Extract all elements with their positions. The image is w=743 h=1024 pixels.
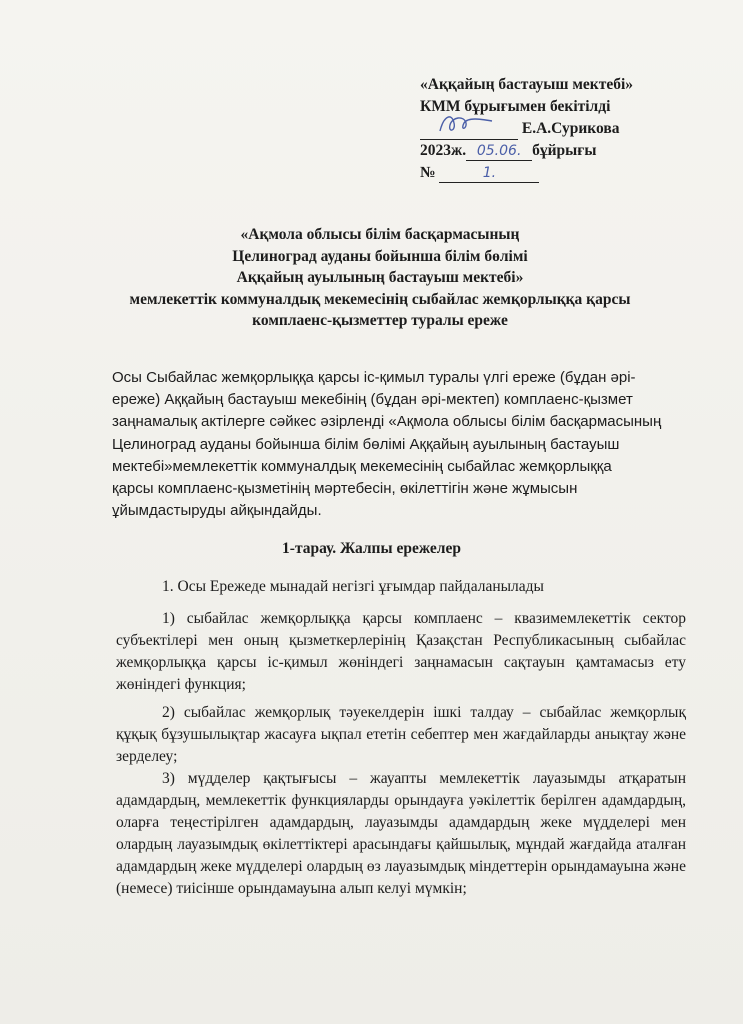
- intro-line: қарсы комплаенс-қызметінің мәртебесін, өкілеттігін және жұмысын: [112, 480, 578, 498]
- intro-line: Целиноград ауданы бойынша білім бөлімі Аққайың ауылының бастауыш: [112, 435, 620, 453]
- title-line-5: комплаенс-қызметтер туралы ереже: [252, 312, 508, 329]
- approval-number-line: [420, 162, 720, 184]
- section-body: [116, 576, 686, 906]
- signature-scribble: [434, 111, 504, 137]
- definition-1: 1) сыбайлас жемқорлыққа қарсы комплаенс – квазимемлекеттік сектор субъектілері мен оның қызметкерлерінің Қазақстан Республикасының сыбайлас жемқорлыққа қарсы іс-қимыл жөніндегі заңнамасын сақтауын қамтамасыз ету жөніндегі функция;: [116, 610, 686, 693]
- approval-school: «Аққайың бастауыш мектебі»: [420, 76, 634, 93]
- definition-2: 2) сыбайлас жемқорлық тәуекелдерін ішкі талдау – сыбайлас жемқорлық құқық бұзушылықтар жасауға ықпал ететін себептер мен жағдайларды анықтау және зерделеу;: [116, 704, 686, 765]
- approval-date-line: [420, 140, 720, 162]
- title-line-1: «Ақмола облысы білім басқармасының: [240, 226, 520, 243]
- intro-paragraph: [112, 367, 672, 522]
- intro-line: ұйымдастыруды айқындайды.: [112, 502, 322, 520]
- intro-line: заңнамалық актілерге сәйкес әзірленді «Ақмола облысы білім басқармасының: [112, 413, 662, 431]
- title-line-4: мемлекеттік коммуналдық мекемесінің сыбайлас жемқорлыққа қарсы: [129, 290, 631, 308]
- section-heading: 1-тарау. Жалпы ережелер: [282, 540, 461, 557]
- title-line-2: Целиноград ауданы бойынша білім бөлімі: [232, 247, 528, 265]
- document-title: [80, 224, 680, 332]
- approval-block: [420, 74, 720, 184]
- approval-date: 05.06.: [466, 142, 532, 161]
- intro-line: мектебі»мемлекеттік коммуналдық мекемесінің сыбайлас жемқорлыққа: [112, 457, 612, 475]
- approval-signatory: Е.А.Сурикова: [521, 120, 620, 137]
- intro-line: Осы Сыбайлас жемқорлыққа қарсы іс-қимыл туралы үлгі ереже (бұдан әрі-: [112, 369, 636, 386]
- approval-approved-by: КММ бұрығымен бекітілді: [420, 98, 611, 115]
- approval-number-prefix: №: [420, 164, 436, 181]
- definition-3: 3) мүдделер қақтығысы – жауапты мемлекеттік лауазымды атқаратын адамдардың, мемлекеттік функцияларды орындауға уәкілеттік берілген адамдардың, оларға теңестірілген адамдардың, лауазымды адамдардың жеке мүдделері мен олардың лауазымдық өкілеттіктері арасындағы қайшылық, мұндай жағдайда аталған адамдардың жеке мүдделері олардың өз лауазымдық міндеттерін орындамауына және (немесе) тиісінше орындамауына алып келуі мүмкін;: [116, 770, 686, 897]
- signature: [420, 121, 518, 140]
- approval-order-word: бұйрығы: [532, 142, 597, 159]
- approval-year: 2023ж.: [420, 142, 467, 159]
- approval-signature-line: [420, 118, 720, 140]
- approval-number: 1.: [439, 164, 539, 183]
- title-line-3: Аққайың ауылының бастауыш мектебі»: [236, 269, 524, 286]
- clause-1: 1. Осы Ережеде мынадай негізгі ұғымдар пайдаланылады: [162, 578, 544, 595]
- intro-line: ереже) Аққайың бастауыш мекебінің (бұдан әрі-мектеп) комплаенс-қызмет: [112, 391, 633, 409]
